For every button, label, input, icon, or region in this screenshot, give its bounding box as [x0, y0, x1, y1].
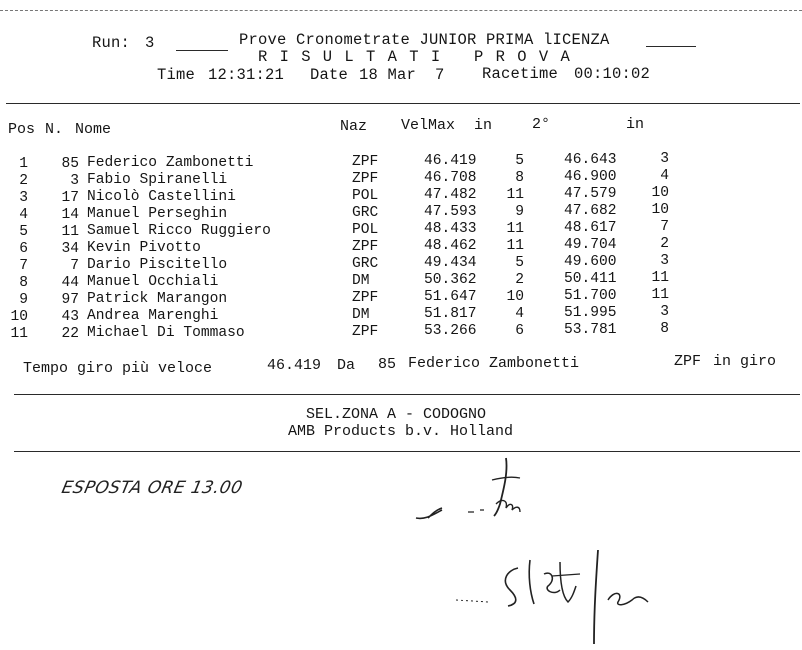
- row-driver-name: Michael Di Tommaso: [87, 325, 245, 341]
- top-edge-line: [0, 10, 802, 11]
- row-second-lap: 10: [651, 185, 669, 201]
- row-pos: 11: [10, 326, 28, 342]
- row-lap: 11: [506, 238, 524, 254]
- run-value: 3: [145, 34, 155, 52]
- row-nation: GRC: [352, 256, 379, 272]
- fastest-lap-name: Federico Zambonetti: [408, 355, 580, 372]
- row-velmax: 53.266: [424, 323, 477, 339]
- row-number: 7: [70, 258, 79, 274]
- row-second-lap: 3: [660, 253, 669, 269]
- row-lap: 2: [515, 272, 524, 288]
- header-underline-right: [646, 46, 696, 47]
- table-row: [0, 321, 802, 342]
- row-velmax: 46.708: [424, 170, 477, 186]
- fastest-lap-da: Da: [337, 357, 356, 374]
- row-driver-name: Fabio Spiranelli: [87, 172, 228, 188]
- time-label: Time: [157, 66, 196, 84]
- row-velmax: 50.362: [424, 272, 477, 288]
- footer-line-1: SEL.ZONA A - CODOGNO: [306, 406, 487, 423]
- row-number: 3: [70, 173, 79, 189]
- row-pos: 5: [19, 224, 28, 240]
- row-second-lap: 3: [660, 151, 669, 167]
- table-row: [0, 202, 802, 223]
- row-second-lap: 7: [660, 219, 669, 235]
- table-row: [0, 270, 802, 291]
- row-nation: POL: [352, 188, 379, 204]
- racetime-value: 00:10:02: [574, 65, 651, 83]
- date-value: 18 Mar 7: [359, 66, 445, 84]
- row-pos: 2: [19, 173, 28, 189]
- row-second-time: 50.411: [564, 271, 617, 287]
- row-driver-name: Samuel Ricco Ruggiero: [87, 223, 271, 239]
- row-nation: ZPF: [352, 171, 379, 187]
- fastest-lap-label: Tempo giro più veloce: [23, 360, 213, 377]
- table-row: [0, 185, 802, 206]
- row-lap: 5: [515, 153, 524, 169]
- row-velmax: 49.434: [424, 255, 477, 271]
- row-number: 44: [61, 275, 79, 291]
- row-velmax: 51.647: [424, 289, 477, 305]
- row-velmax: 47.593: [424, 204, 477, 220]
- row-nation: DM: [352, 307, 370, 323]
- fastest-lap-naz: ZPF: [674, 353, 702, 370]
- row-lap: 6: [515, 323, 524, 339]
- row-driver-name: Dario Piscitello: [87, 257, 228, 273]
- row-velmax: 46.419: [424, 153, 477, 169]
- row-second-lap: 3: [660, 304, 669, 320]
- col-pos: Pos: [8, 121, 36, 138]
- row-lap: 8: [515, 170, 524, 186]
- row-number: 34: [61, 241, 79, 257]
- row-driver-name: Andrea Marenghi: [87, 308, 219, 324]
- row-number: 97: [61, 292, 79, 308]
- row-pos: 6: [19, 241, 28, 257]
- fastest-lap-value: 46.419: [267, 357, 322, 374]
- row-second-time: 49.704: [564, 237, 617, 253]
- table-row: [0, 219, 802, 240]
- row-pos: 10: [10, 309, 28, 325]
- row-lap: 10: [506, 289, 524, 305]
- row-pos: 7: [19, 258, 28, 274]
- table-row: [0, 287, 802, 308]
- row-velmax: 51.817: [424, 306, 477, 322]
- table-row: [0, 253, 802, 274]
- row-velmax: 48.433: [424, 221, 477, 237]
- row-second-time: 51.700: [564, 288, 617, 304]
- row-number: 22: [61, 326, 79, 342]
- col-num: N.: [45, 121, 64, 138]
- row-nation: GRC: [352, 205, 379, 221]
- row-number: 17: [61, 190, 79, 206]
- row-driver-name: Manuel Perseghin: [87, 206, 228, 222]
- fastest-lap-num: 85: [378, 356, 397, 373]
- row-lap: 5: [515, 255, 524, 271]
- row-nation: POL: [352, 222, 379, 238]
- row-second-time: 46.900: [564, 169, 617, 185]
- racetime-label: Racetime: [482, 65, 559, 83]
- table-row: [0, 236, 802, 257]
- footer-divider: [14, 451, 800, 452]
- row-driver-name: Federico Zambonetti: [87, 155, 254, 171]
- footer-line-2: AMB Products b.v. Holland: [288, 423, 514, 440]
- header-underline-left: [176, 50, 228, 51]
- run-label: Run:: [92, 34, 131, 52]
- row-nation: ZPF: [352, 290, 379, 306]
- row-second-time: 53.781: [564, 322, 617, 338]
- row-second-time: 49.600: [564, 254, 617, 270]
- fastest-lap-suffix: in giro: [713, 353, 777, 370]
- col-in-2: in: [626, 116, 645, 133]
- row-second-lap: 11: [651, 270, 669, 286]
- row-second-time: 46.643: [564, 152, 617, 168]
- row-pos: 9: [19, 292, 28, 308]
- col-in-1: in: [474, 117, 493, 134]
- row-driver-name: Patrick Marangon: [87, 291, 228, 307]
- row-driver-name: Nicolò Castellini: [87, 189, 236, 205]
- row-driver-name: Manuel Occhiali: [87, 274, 219, 290]
- row-lap: 9: [515, 204, 524, 220]
- col-name: Nome: [75, 121, 112, 138]
- row-second-lap: 4: [660, 168, 669, 184]
- col-naz: Naz: [340, 118, 368, 135]
- row-driver-name: Kevin Pivotto: [87, 240, 201, 256]
- header-divider: [6, 103, 800, 104]
- row-pos: 1: [19, 156, 28, 172]
- row-second-lap: 11: [651, 287, 669, 303]
- signature-2: [448, 540, 668, 650]
- row-second-lap: 8: [660, 321, 669, 337]
- fastest-divider: [14, 394, 800, 395]
- col-second: 2°: [532, 116, 551, 133]
- row-second-lap: 2: [660, 236, 669, 252]
- row-second-time: 47.579: [564, 186, 617, 202]
- row-nation: ZPF: [352, 239, 379, 255]
- row-second-time: 47.682: [564, 203, 617, 219]
- col-velmax: VelMax: [401, 117, 456, 134]
- row-pos: 3: [19, 190, 28, 206]
- row-nation: ZPF: [352, 324, 379, 340]
- row-lap: 4: [515, 306, 524, 322]
- table-row: [0, 168, 802, 189]
- row-lap: 11: [506, 187, 524, 203]
- signature-1: [408, 452, 548, 532]
- results-subtitle: R I S U L T A T I P R O V A: [258, 48, 572, 66]
- row-nation: DM: [352, 273, 370, 289]
- row-number: 43: [61, 309, 79, 325]
- handwritten-note: ESPOSTA ORE 13.00: [59, 478, 245, 498]
- row-pos: 8: [19, 275, 28, 291]
- table-row: [0, 151, 802, 172]
- table-row: [0, 304, 802, 325]
- row-number: 85: [61, 156, 79, 172]
- race-title: Prove Cronometrate JUNIOR PRIMA lICENZA: [239, 31, 610, 49]
- row-lap: 11: [506, 221, 524, 237]
- row-pos: 4: [19, 207, 28, 223]
- row-number: 11: [61, 224, 79, 240]
- row-second-time: 48.617: [564, 220, 617, 236]
- row-nation: ZPF: [352, 154, 379, 170]
- date-label: Date: [310, 66, 349, 84]
- time-value: 12:31:21: [208, 66, 285, 84]
- row-velmax: 47.482: [424, 187, 477, 203]
- row-velmax: 48.462: [424, 238, 477, 254]
- row-second-time: 51.995: [564, 305, 617, 321]
- row-number: 14: [61, 207, 79, 223]
- row-second-lap: 10: [651, 202, 669, 218]
